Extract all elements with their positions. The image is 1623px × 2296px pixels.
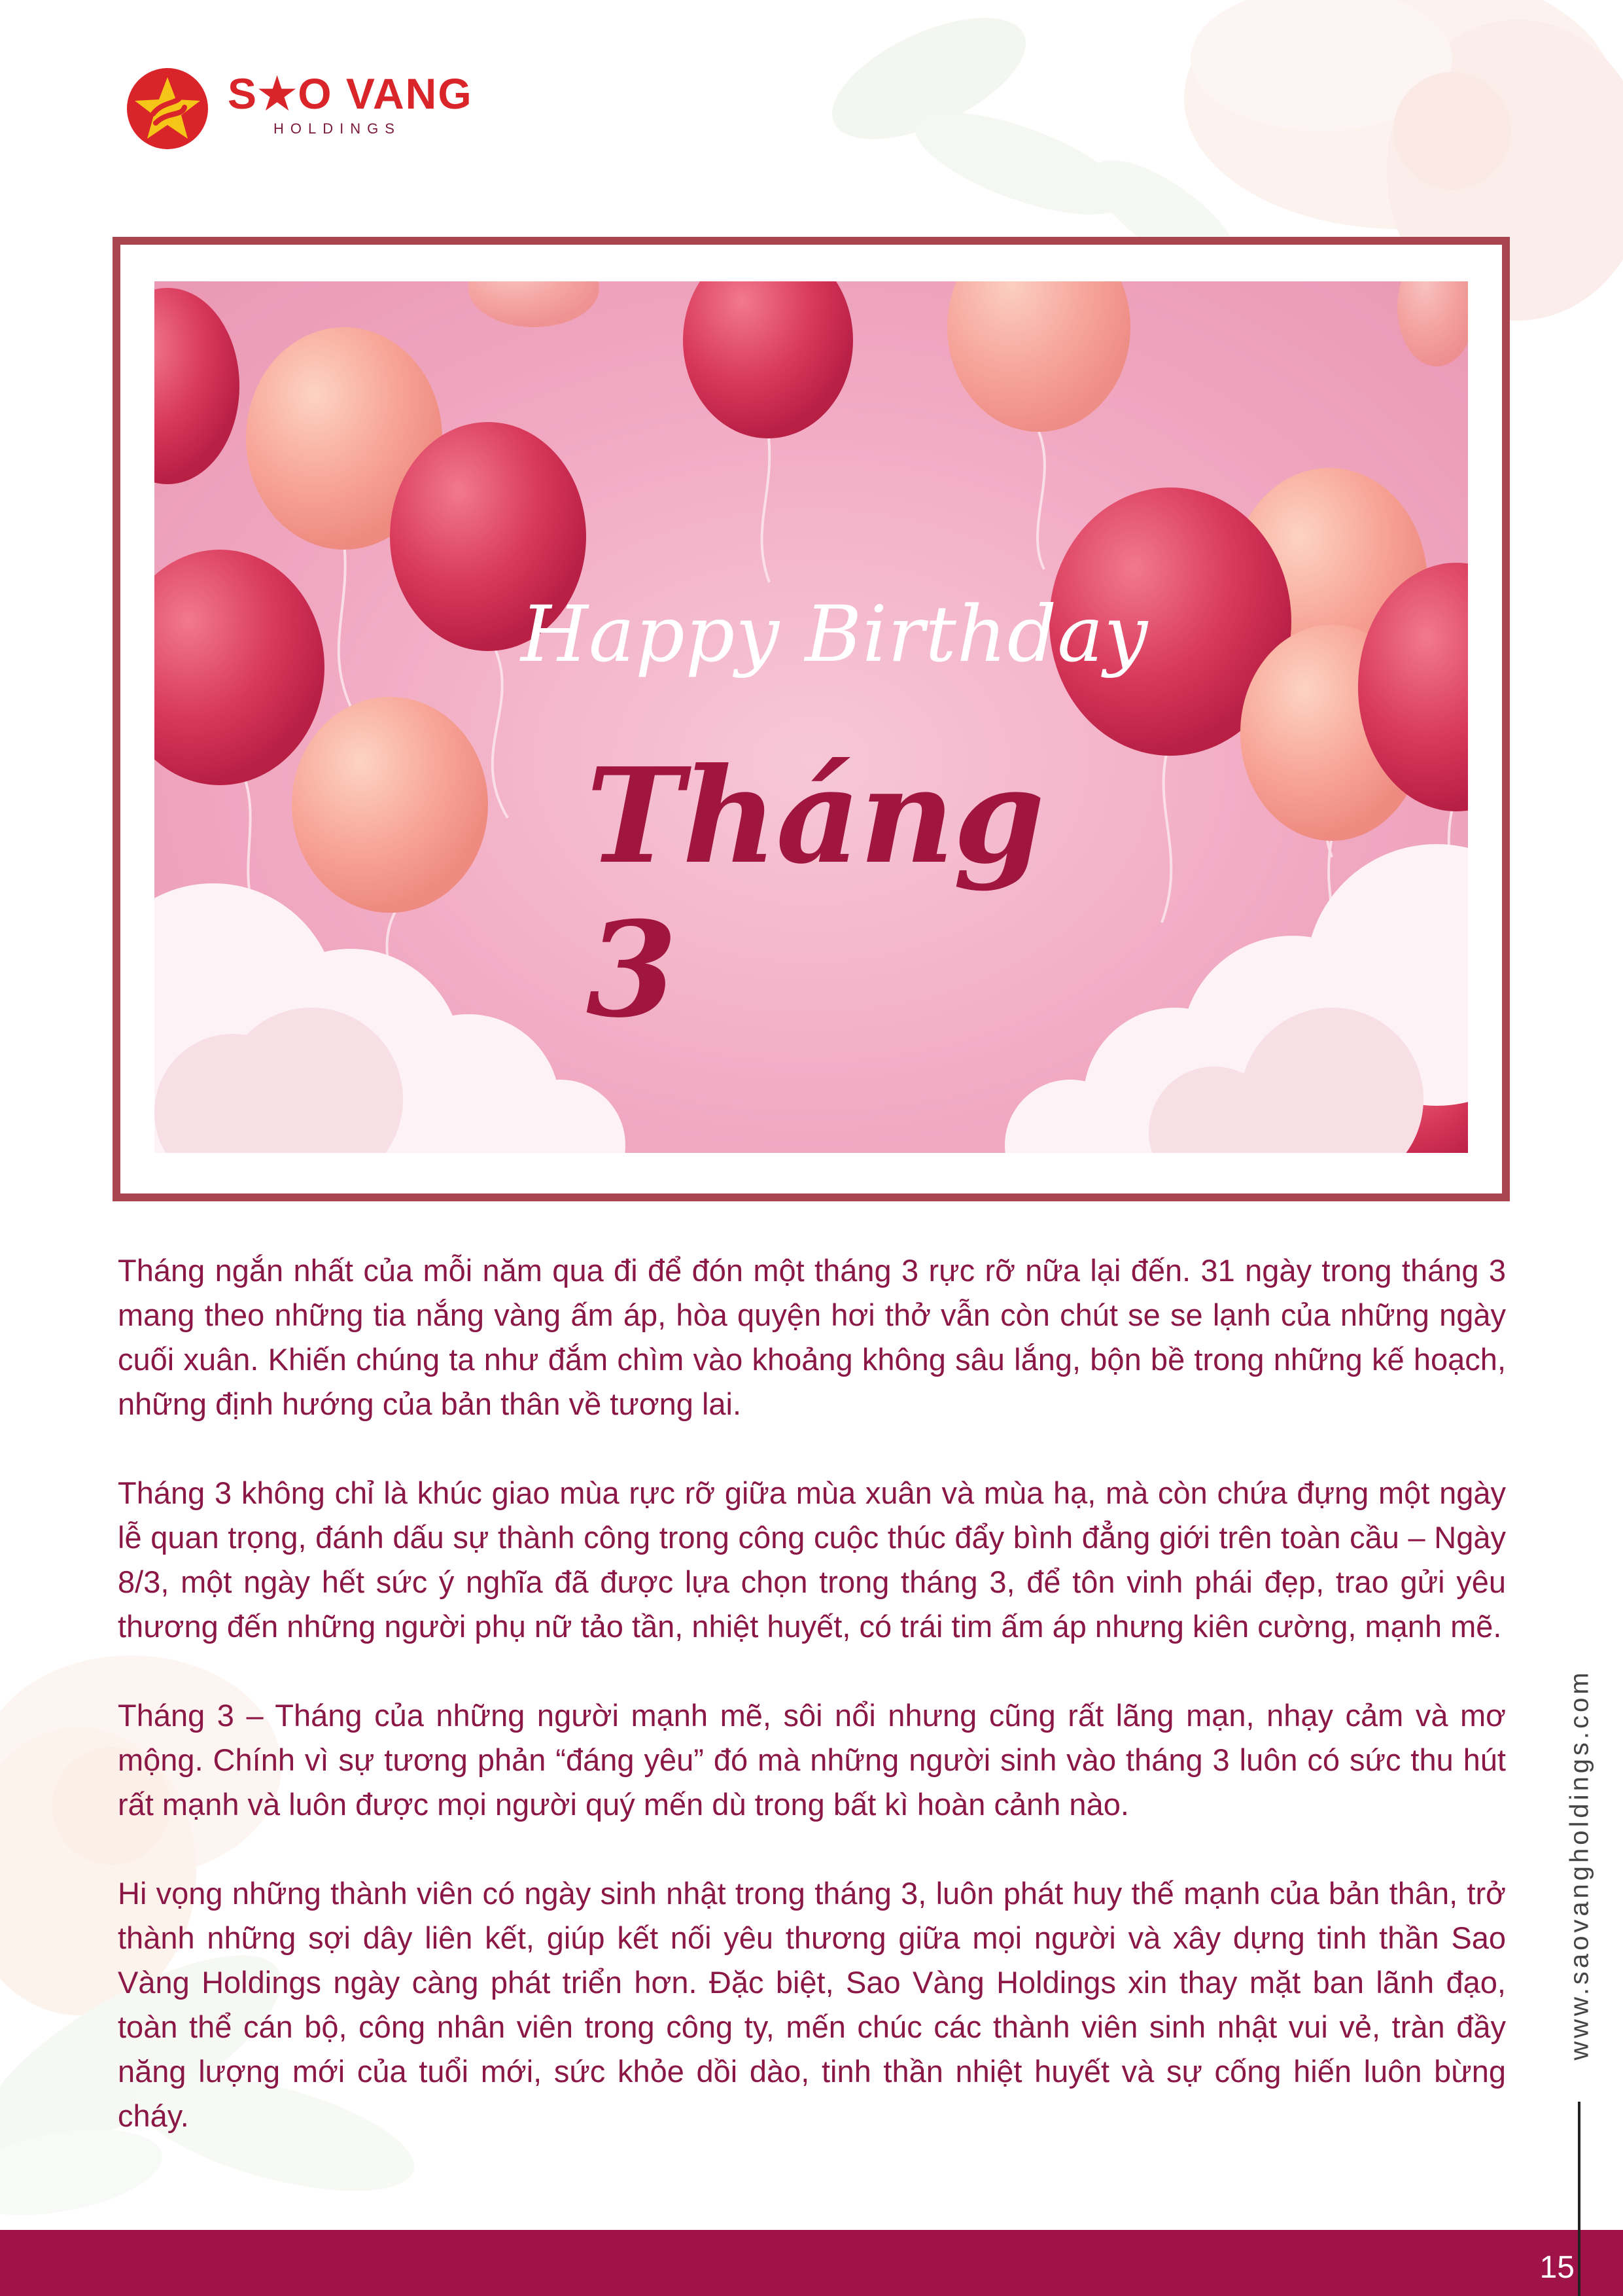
logo-subtitle: HOLDINGS [273, 120, 401, 137]
footer-bar [0, 2230, 1623, 2296]
website-url[interactable] [1557, 1636, 1603, 2094]
logo-wordmark: S★O VANG [228, 69, 473, 118]
birthday-banner [154, 281, 1468, 1153]
company-logo [124, 65, 478, 150]
star-logo-icon [127, 68, 208, 149]
article-paragraph: Hi vọng những thành viên có ngày sinh nhật trong tháng 3, luôn phát huy thế mạnh của bản thân, trở thành những sợi dây liên kết, giúp kết nối yêu thương giữa mọi người và xây dựng tinh thần Sao Vàng Holdings ngày càng phát triển hơn. Đặc biệt, Sao Vàng Holdings xin thay mặt ban lãnh đạo, toàn thể cán bộ, công nhân viên trong công ty, mến chúc các thành viên sinh nhật vui vẻ, tràn đầy năng lượng mới của tuổi mới, sức khỏe dồi dào, tinh thần nhiệt huyết và sự cống hiến luôn bừng cháy. [118, 1876, 1506, 2133]
banner-greeting: Happy Birthday [521, 589, 1149, 679]
page-number: 15 [1539, 2250, 1575, 2285]
article-paragraph: Tháng ngắn nhất của mỗi năm qua đi để đón một tháng 3 rực rỡ nữa lại đến. 31 ngày trong tháng 3 mang theo những tia nắng vàng ấm áp, hòa quyện hơi thở vẫn còn chút se se lạnh của những ngày cuối xuân. Khiến chúng ta như đắm chìm vào khoảng không sâu lắng, bộn bề trong những kế hoạch, những định hướng của bản thân về tương lai. [118, 1253, 1506, 1421]
side-divider [1578, 2102, 1580, 2230]
article-paragraph: Tháng 3 không chỉ là khúc giao mùa rực rỡ giữa mùa xuân và mùa hạ, mà còn chứa đựng một ngày lễ quan trọng, đánh dấu sự thành công trong công cuộc thúc đẩy bình đẳng giới trên toàn cầu – Ngày 8/3, một ngày hết sức ý nghĩa đã được lựa chọn trong tháng 3, để tôn vinh phái đẹp, trao gửi yêu thương đến những người phụ nữ tảo tần, nhiệt huyết, có trái tim ấm áp nhưng kiên cường, mạnh mẽ. [118, 1475, 1506, 1644]
banner-month-title: Tháng 3 [586, 739, 1044, 1047]
article-body [118, 1248, 1506, 2183]
article-paragraph: Tháng 3 – Tháng của những người mạnh mẽ, sôi nổi nhưng cũng rất lãng mạn, nhạy cảm và mơ mộng. Chính vì sự tương phản “đáng yêu” đó mà những người sinh vào tháng 3 luôn có sức thu hút rất mạnh và luôn được mọi người quý mến dù trong bất kì hoàn cảnh nào. [118, 1698, 1506, 1822]
footer-divider [1578, 2230, 1580, 2296]
website-url-text: www.saovangholdings.com [1565, 1669, 1594, 2060]
